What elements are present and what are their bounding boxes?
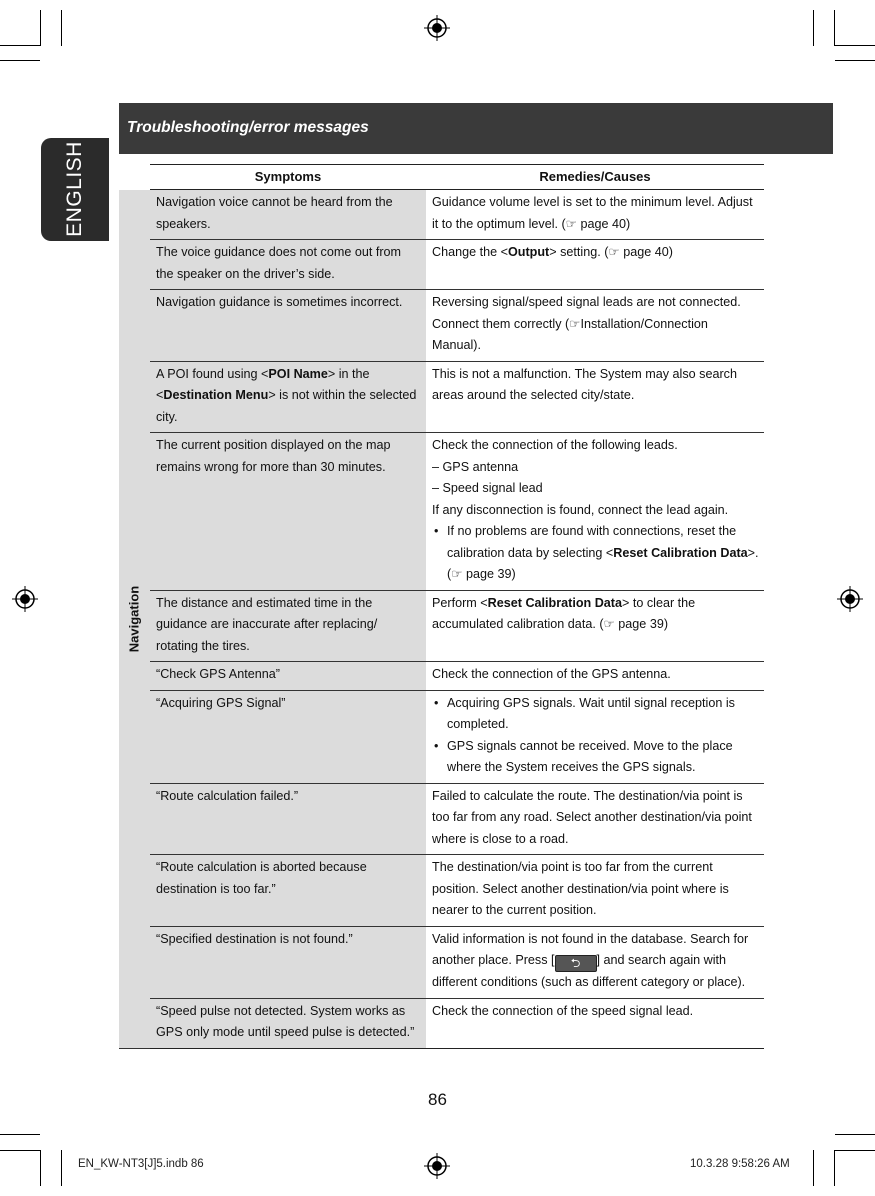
- symptom-cell: The current position displayed on the map remains wrong for more than 30 minutes.: [150, 433, 426, 591]
- menu-item-name: POI Name: [268, 366, 328, 381]
- symptom-cell: “Acquiring GPS Signal”: [150, 690, 426, 783]
- remedy-cell: Guidance volume level is set to the minimum level. Adjust it to the optimum level. (☞ page 40): [426, 190, 764, 240]
- remedy-cell: [426, 926, 764, 998]
- crop-mark: [0, 45, 40, 46]
- remedy-cell: [426, 240, 764, 290]
- symptom-cell: “Route calculation failed.”: [150, 783, 426, 855]
- remedy-cell: [426, 690, 764, 783]
- symptom-cell: [150, 361, 426, 433]
- table-row: [119, 855, 764, 927]
- page-number: 86: [428, 1090, 447, 1109]
- symptom-cell: “Route calculation is aborted because destination is too far.”: [150, 855, 426, 927]
- remedy-cell: The destination/via point is too far from the current position. Select another destination/via point where is nearer to the current position.: [426, 855, 764, 927]
- table-row: [119, 240, 764, 290]
- remedy-line: If any disconnection is found, connect the lead again.: [432, 502, 729, 517]
- symptom-text: A POI found using <: [156, 366, 269, 381]
- symptoms-header: Symptoms: [150, 165, 426, 190]
- table-row: [119, 662, 764, 691]
- symptom-cell: Navigation voice cannot be heard from the speakers.: [150, 190, 426, 240]
- symptom-cell: The voice guidance does not come out from the speaker on the driver’s side.: [150, 240, 426, 290]
- language-tab-label: ENGLISH: [63, 141, 86, 237]
- registration-mark-icon: [424, 1153, 450, 1179]
- remedy-bullet: [432, 521, 760, 586]
- crop-mark: [835, 1150, 875, 1151]
- setting-name: Reset Calibration Data: [613, 545, 748, 560]
- remedy-bullet: • Acquiring GPS signals. Wait until signal reception is completed.: [432, 693, 760, 736]
- remedy-text: Change the <: [432, 245, 508, 259]
- remedy-cell: Check the connection of the GPS antenna.: [426, 662, 764, 691]
- header-blank-cell: [119, 165, 150, 190]
- registration-mark-icon: [837, 586, 863, 612]
- crop-mark: [0, 1150, 40, 1151]
- crop-mark: [834, 10, 835, 46]
- remedy-line: Check the connection of the following leads.: [432, 438, 678, 452]
- crop-mark: [835, 1134, 875, 1135]
- crop-mark: [813, 1150, 814, 1186]
- remedy-text: ] and search again with different conditions (such as different category or place).: [432, 953, 746, 989]
- crop-mark: [0, 1134, 40, 1135]
- remedy-text: Valid information is not found in the database. Search for another place. Press [: [432, 931, 749, 967]
- symptom-cell: “Speed pulse not detected. System works as GPS only mode until speed pulse is detected.”: [150, 998, 426, 1048]
- remedy-cell: Check the connection of the speed signal lead.: [426, 998, 764, 1048]
- registration-mark-icon: [424, 15, 450, 41]
- crop-mark: [61, 10, 62, 46]
- remedy-text: > setting. (☞ page 40): [549, 245, 673, 259]
- registration-mark-icon: [12, 586, 38, 612]
- footer-timestamp: 10.3.28 9:58:26 AM: [690, 1158, 790, 1170]
- category-label: Navigation: [126, 585, 142, 652]
- remedy-line: – Speed signal lead: [432, 481, 543, 495]
- language-tab: [41, 138, 109, 241]
- table-row: [119, 361, 764, 433]
- crop-mark: [40, 10, 41, 46]
- crop-mark: [0, 60, 40, 61]
- crop-mark: [813, 10, 814, 46]
- footer-file: EN_KW-NT3[J]5.indb 86: [78, 1158, 204, 1170]
- crop-mark: [835, 45, 875, 46]
- symptom-text: > in the <: [156, 366, 370, 402]
- symptom-cell: Navigation guidance is sometimes incorrect.: [150, 290, 426, 362]
- remedy-line: – GPS antenna: [432, 459, 519, 474]
- remedy-text: >. (☞ page 39): [447, 545, 759, 581]
- crop-mark: [834, 1150, 835, 1186]
- table-row: [119, 998, 764, 1048]
- remedy-text: Perform <: [432, 595, 488, 610]
- remedy-bullet: • GPS signals cannot be received. Move to the place where the System receives the GPS signals.: [432, 736, 760, 779]
- remedy-cell: This is not a malfunction. The System may also search areas around the selected city/state.: [426, 361, 764, 433]
- table-row: [119, 190, 764, 240]
- table-header-row: [119, 165, 764, 190]
- menu-name: Destination Menu: [163, 388, 269, 402]
- remedy-cell: [426, 433, 764, 591]
- crop-mark: [835, 60, 875, 61]
- remedies-header: Remedies/Causes: [426, 165, 764, 190]
- crop-mark: [40, 1150, 41, 1186]
- table-row: [119, 290, 764, 362]
- troubleshooting-table: [119, 164, 764, 1049]
- table-row: [119, 590, 764, 662]
- table-row: [119, 433, 764, 591]
- category-cell: [119, 190, 150, 1049]
- remedy-text: If no problems are found with connections, reset the calibration data by selecting <: [447, 524, 737, 560]
- remedy-cell: Failed to calculate the route. The destination/via point is too far from any road. Select another destination/via point where is close to a road.: [426, 783, 764, 855]
- setting-name: Output: [507, 245, 550, 259]
- symptom-cell: “Check GPS Antenna”: [150, 662, 426, 691]
- remedy-text: > to clear the accumulated calibration data. (☞ page 39): [432, 595, 696, 631]
- crop-mark: [61, 1150, 62, 1186]
- table-row: [119, 783, 764, 855]
- symptom-text: > is not within the selected city.: [156, 388, 417, 424]
- section-title: Troubleshooting/error messages: [119, 103, 833, 154]
- setting-name: Reset Calibration Data: [487, 595, 623, 610]
- remedy-cell: [426, 590, 764, 662]
- remedy-cell: Reversing signal/speed signal leads are not connected. Connect them correctly (☞Installation/Connection Manual).: [426, 290, 764, 362]
- symptom-cell: The distance and estimated time in the guidance are inaccurate after replacing/ rotating the tires.: [150, 590, 426, 662]
- back-arrow-icon: ⮌: [555, 955, 597, 972]
- table-row: [119, 690, 764, 783]
- symptom-cell: “Specified destination is not found.”: [150, 926, 426, 998]
- table-row: [119, 926, 764, 998]
